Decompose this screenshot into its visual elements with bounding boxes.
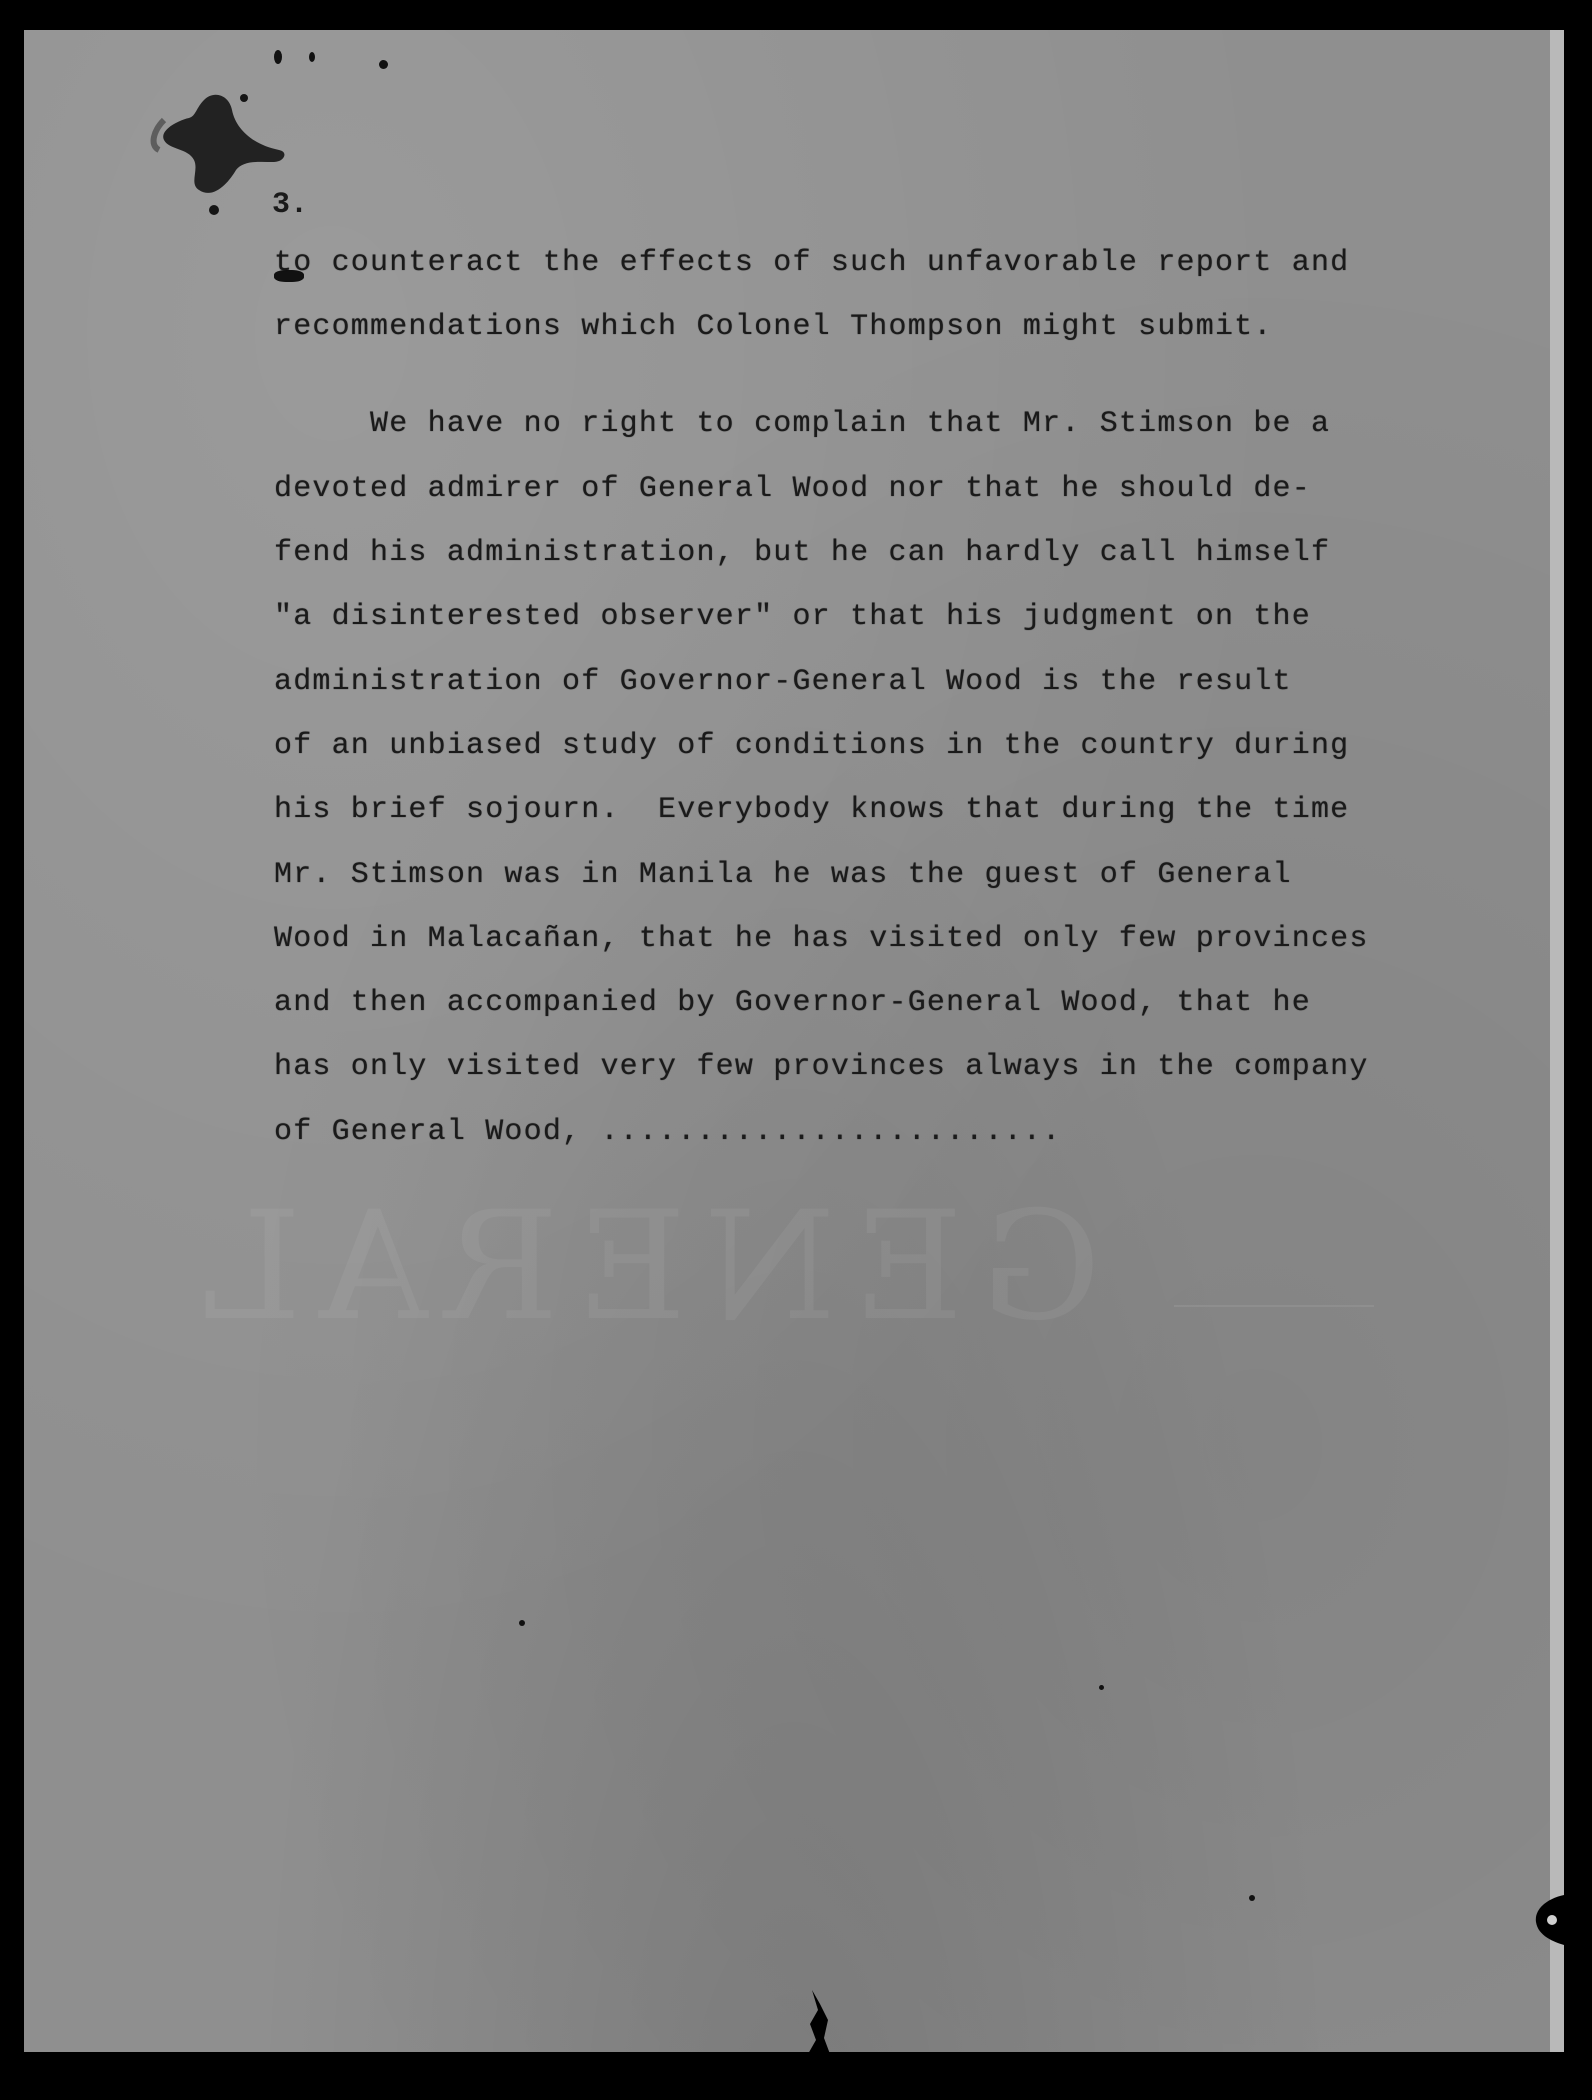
clip-mark-icon — [1524, 1890, 1564, 1950]
ink-speck — [379, 60, 388, 69]
ink-speck — [1099, 1685, 1104, 1690]
text-line: Wood in Malacañan, that he has visited only few provinces — [274, 922, 1369, 956]
ink-speck — [309, 52, 315, 62]
page-number: 3. — [272, 188, 309, 222]
bleed-through-stamp: GENERAL — [184, 1180, 1101, 1354]
paper-tear-icon — [794, 1990, 844, 2052]
ink-speck — [274, 50, 282, 64]
text-line: to counteract the effects of such unfavorable report and — [274, 246, 1350, 280]
text-line: fend his administration, but he can hardly call himself — [274, 536, 1331, 570]
ink-speck — [1249, 1895, 1255, 1901]
text-line: recommendations which Colonel Thompson might submit. — [274, 310, 1273, 344]
page-edge — [1550, 30, 1564, 2052]
text-line: and then accompanied by Governor-General Wood, that he — [274, 986, 1311, 1020]
typewritten-page — [24, 30, 1564, 2052]
text-line: of an unbiased study of conditions in the country during — [274, 729, 1350, 763]
text-line: his brief sojourn. Everybody knows that during the time — [274, 793, 1350, 827]
text-line: has only visited very few provinces always in the company — [274, 1050, 1369, 1084]
text-line: Mr. Stimson was in Manila he was the guest of General — [274, 858, 1292, 892]
text-line: administration of Governor-General Wood is the result — [274, 665, 1292, 699]
text-line: "a disinterested observer" or that his judgment on the — [274, 600, 1311, 634]
faint-rule — [1174, 1305, 1374, 1307]
ink-speck — [519, 1620, 525, 1626]
text-line: of General Wood, ........................ — [274, 1115, 1062, 1149]
text-line: We have no right to complain that Mr. Stimson be a — [274, 407, 1331, 441]
text-line: devoted admirer of General Wood nor that he should de- — [274, 472, 1311, 506]
